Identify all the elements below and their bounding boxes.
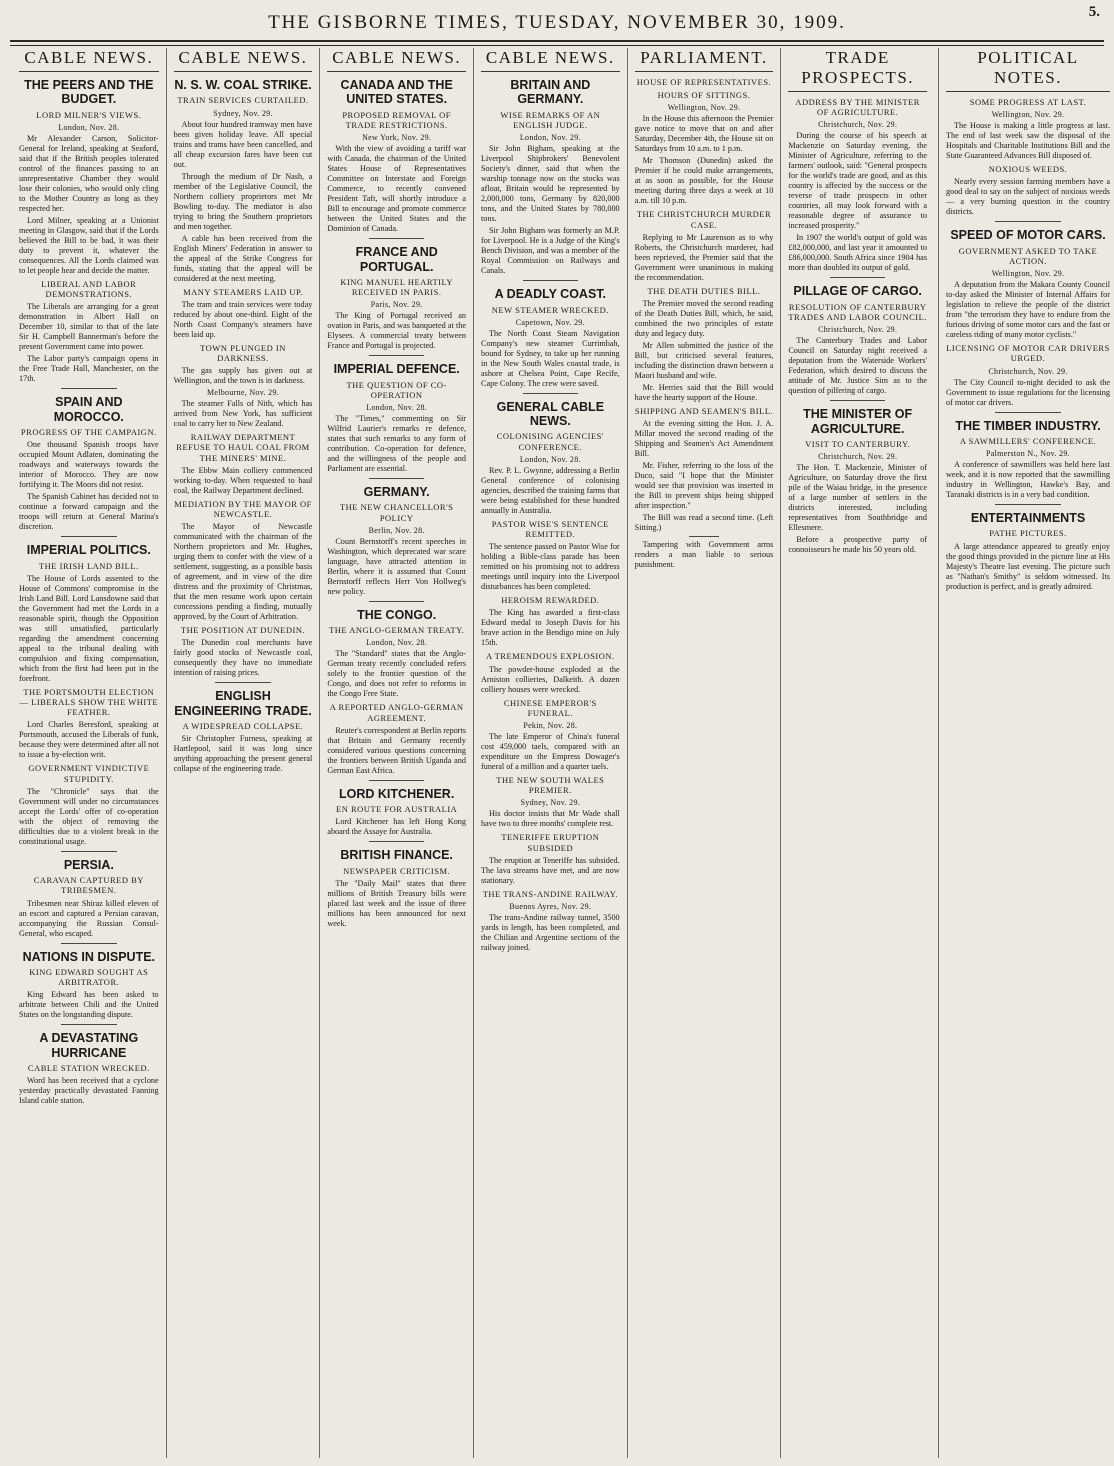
subheading: NOXIOUS WEEDS.: [988, 164, 1068, 175]
article-paragraph: Replying to Mr Laurenson as to why Roberts, the Christchurch murderer, had been reprieved, the Premier said that the Government were unanimous in making the recommendation.: [634, 232, 774, 282]
subheading: A TREMENDOUS EXPLOSION.: [485, 651, 615, 662]
article-paragraph: Mr Allen submitted the justice of the Bill, but criticised several features, including the distinction drawn between a Maori husband and wife.: [634, 340, 774, 380]
article-paragraph: The gas supply has given out at Wellington, and the town is in darkness.: [173, 366, 313, 386]
article-paragraph: A conference of sawmillers was held here last week, and it is now reported that the sawmilling industry in Wellington, Hawke's Bay, and Taranaki districts is in a very bad condition.: [946, 460, 1110, 500]
article-paragraph: The Liberals are arranging for a great demonstration in Albert Hall on December 10, similar to that of the late Sir H. Campbell Bannerman's before the present Government came into power.: [19, 302, 159, 352]
headline: GERMANY.: [363, 485, 430, 499]
dateline: Sydney, Nov. 29.: [213, 108, 273, 118]
dateline: Paris, Nov. 29.: [370, 300, 423, 310]
article-paragraph: The Hon. T. Mackenzie, Minister of Agriculture, on Saturday drove the first pile of the Waiau bridge, in the presence of a large number of settlers in the districts interested, including representatives from Southbridge and Ellesmere.: [788, 463, 927, 533]
columns: [12, 48, 934, 1458]
article-paragraph: The powder-house exploded at the Arniston collieries, Dalkeith. A dozen colliery houses were wrecked.: [481, 664, 620, 694]
subheading: TOWN PLUNGED IN DARKNESS.: [200, 342, 286, 363]
subheading: MANY STEAMERS LAID UP.: [183, 286, 303, 297]
headline: BRITISH FINANCE.: [340, 848, 453, 863]
article-paragraph: A cable has been received from the English Miners' Federation in answer to the appeal of the Strike Congress for funds, stating that the appeal will be considered at the next meeting.: [173, 233, 313, 283]
headline: PERSIA.: [63, 857, 114, 872]
article-paragraph: King Edward has been asked to arbitrate between Chili and the United States on the longstanding dispute.: [19, 990, 159, 1020]
column-5: [627, 48, 781, 1458]
subheading: NEWSPAPER CRITICISM.: [343, 865, 451, 876]
divider: [369, 238, 424, 239]
subheading: TRAIN SERVICES CURTAILED.: [177, 95, 309, 106]
subheading: PROPOSED REMOVAL OF TRADE RESTRICTIONS.: [342, 109, 452, 130]
subheading: PASTOR WISE'S SENTENCE REMITTED.: [491, 518, 609, 539]
subheading: EN ROUTE FOR AUSTRALIA: [336, 804, 458, 815]
subheading: A REPORTED ANGLO-GERMAN AGREEMENT.: [329, 702, 464, 723]
article-paragraph: The House of Lords assented to the House of Commons' compromise in the Irish Land Bill. Lord Lansdowne said that the Government had met the Lords in a reasonable spirit, though the Opposition was still unsatisfied, particularly regarding the amendment concerning appeal to the tribunal dealing with compulsion and fixing compensation, which from the first had been put in the forefront.: [19, 573, 159, 683]
article-paragraph: Mr Alexander Carson, Solicitor-General for Ireland, speaking at Seaford, said that if the British peoples tolerated control of the finances passing to an unrepresentative Chamber they would lose their colonies, who would only cling to the Mother Country as long as they respected her.: [19, 133, 159, 213]
article-paragraph: Nearly every session farming members have a good deal to say on the subject of noxious weeds — a very burning question in the country districts.: [946, 177, 1110, 217]
article-paragraph: About four hundred tramway men have been given holiday leave. All special trains and trams have been cancelled, and all cheap excursion fares have been cut out.: [173, 119, 313, 169]
article-paragraph: The Dunedin coal merchants have fairly good stocks of Newcastle coal, consequently they have no immediate intention of raising prices.: [173, 638, 313, 678]
subheading: HEROISM REWARDED.: [501, 595, 600, 606]
subheading: SHIPPING AND SEAMEN'S BILL.: [634, 405, 774, 416]
article-paragraph: The "Standard" states that the Anglo-German treaty recently concluded refers solely to the frontier question of the Congo, and does not refer to reforms in the Congo Free State.: [327, 649, 466, 699]
divider: [830, 277, 885, 278]
subheading: THE PORTSMOUTH ELECTION — LIBERALS SHOW THE WHITE FEATHER.: [19, 686, 159, 718]
article-paragraph: The "Times," commenting on Sir Wilfrid Laurier's remarks re defence, states that such remarks to any form of contribution. Co-operation for defence, and the willingness of the people and Parliament are essential.: [327, 414, 466, 473]
headline: THE TIMBER INDUSTRY.: [955, 418, 1101, 433]
subheading: THE IRISH LAND BILL.: [38, 560, 139, 571]
headline: SPAIN AND MOROCCO.: [53, 395, 124, 424]
headline: N. S. W. COAL STRIKE.: [174, 78, 312, 92]
article-paragraph: The City Council to-night decided to ask the Government to issue regulations for the licensing of motor car drivers.: [946, 377, 1110, 407]
dateline: Christchurch, Nov. 29.: [988, 366, 1068, 376]
article-paragraph: The North Coast Steam Navigation Company's new steamer Currimbah, bound for Sydney, to take up her running in the New South Wales coastal trade, is ashore at Chelsea Point, Cape Recife, Cape Colony. The crew were saved.: [481, 328, 620, 388]
subheading: TENERIFFE ERUPTION SUBSIDED: [501, 832, 600, 853]
article-paragraph: Lord Charles Beresford, speaking at Portsmouth, accused the Liberals of funk, because they were determined after all not to issue a by-election writ.: [19, 720, 159, 760]
divider: [523, 393, 578, 394]
subheading: THE DEATH DUTIES BILL.: [647, 285, 761, 296]
headline: THE CONGO.: [357, 607, 437, 622]
headline: GENERAL CABLE NEWS.: [496, 399, 605, 429]
article-paragraph: The steamer Falls of Nith, which has arrived from New York, has sufficient coal to carry her to New Zealand.: [173, 399, 313, 429]
divider: [995, 412, 1061, 413]
column-heading: PARLIAMENT.: [635, 48, 774, 72]
column-heading: TRADE PROSPECTS.: [788, 48, 927, 92]
dateline: Wellington, Nov. 29.: [667, 103, 741, 113]
headline: CANADA AND THE UNITED STATES.: [340, 78, 453, 107]
subheading: MEDIATION BY THE MAYOR OF NEWCASTLE.: [174, 498, 312, 519]
article-paragraph: The tram and train services were today reduced by about one-third. Eight of the North Coast Company's steamers have been laid up.: [173, 299, 313, 339]
subheading: HOURS OF SITTINGS.: [657, 90, 751, 101]
divider: [369, 478, 424, 479]
article-paragraph: During the course of his speech at Mackenzie on Saturday evening, the Minister of Agriculture, referring to the farmers' outlook, said: "General prospects for the world's trade are good, and as this country is affected by the success or the reverse of trade prospects in other countries, all may look forward with a reasonable degree of assurance to increased prosperity.": [788, 131, 927, 231]
dateline: London, Nov. 29.: [519, 133, 581, 143]
headline: THE PEERS AND THE BUDGET.: [24, 78, 154, 107]
column-1: [12, 48, 166, 1458]
column-heading: CABLE NEWS.: [327, 48, 466, 72]
masthead: [0, 8, 1114, 38]
headline: IMPERIAL DEFENCE.: [333, 362, 460, 377]
subheading: THE POSITION AT DUNEDIN.: [180, 625, 306, 636]
subheading: CABLE STATION WRECKED.: [27, 1063, 150, 1073]
dateline: Capetown, Nov. 29.: [515, 317, 585, 327]
subheading: LICENSING OF MOTOR CAR DRIVERS URGED.: [946, 343, 1110, 364]
article-paragraph: Count Bernstorff's recent speeches in Washington, which deprecated war scare language, have attracted attention in Berlin, where it is assumed that Count Bernstorff reflects Herr Von Hollweg's new policy.: [327, 536, 466, 596]
divider: [689, 536, 720, 537]
dateline: London, Nov. 28.: [519, 454, 581, 464]
article-paragraph: Mr. Fisher, referring to the loss of the Duco, said "I hope that the Minister would see that provision was inserted in the Bill to prevent ships being shipped after inspection.": [634, 461, 774, 511]
article-paragraph: With the view of avoiding a tariff war with Canada, the chairman of the United States House of Representatives Committee on Interstate and Foreign Commerce, to recently convened President Taft, will shortly introduce a Bill to encourage and promote commerce between the United States and the Dominion of Canada.: [327, 144, 466, 234]
subheading: A SAWMILLERS' CONFERENCE.: [959, 435, 1097, 446]
divider: [61, 851, 117, 852]
article-paragraph: The King has awarded a first-class Edward medal to Joseph Davis for his brave action in the Bendigo mine on July 15th.: [481, 608, 620, 648]
dateline: Christchurch, Nov. 29.: [818, 452, 898, 462]
article-paragraph: Tampering with Government arms renders a man liable to serious punishment.: [634, 540, 774, 570]
dateline: Christchurch, Nov. 29.: [818, 120, 898, 130]
divider: [61, 943, 117, 944]
article-paragraph: Mr. Herries said that the Bill would have the hearty support of the House.: [634, 382, 774, 402]
column-heading: CABLE NEWS.: [19, 48, 159, 72]
headline: BRITAIN AND GERMANY.: [510, 78, 591, 107]
column-heading: POLITICAL NOTES.: [946, 48, 1110, 92]
article-paragraph: The "Daily Mail" states that three millions of British Treasury bills were placed last week and the issue of three millions has been announced for next week.: [327, 878, 466, 928]
divider: [369, 601, 424, 602]
subheading: CHINESE EMPEROR'S FUNERAL.: [503, 697, 597, 718]
subheading: A WIDESPREAD COLLAPSE.: [182, 721, 304, 731]
dateline: Melbourne, Nov. 29.: [206, 388, 280, 398]
divider: [369, 841, 424, 842]
article-paragraph: The House is making a little progress at last. The end of last week saw the disposal of the Hospitals and Charitable Institutions Bill and the State Guaranteed Advances Bill disposed of.: [946, 121, 1110, 161]
subheading: KING MANUEL HEARTILY RECEIVED IN PARIS.: [340, 276, 453, 298]
headline: LORD KITCHENER.: [339, 786, 455, 801]
article-paragraph: The Bill was read a second time. (Left Sitting.): [634, 513, 774, 533]
subheading: RESOLUTION OF CANTERBURY TRADES AND LABOR COUNCIL.: [788, 301, 927, 322]
article-paragraph: The Premier moved the second reading of the Death Duties Bill, which, he said, combined the two principles of estate duty and legacy duty.: [634, 298, 774, 338]
divider: [995, 504, 1061, 505]
article-paragraph: The sentence passed on Pastor Wise for holding a Bible-class parade has been remitted on his promising not to address meetings until inquiry into the Liverpool disturbances has been completed.: [481, 542, 620, 592]
column-heading: CABLE NEWS.: [481, 48, 620, 72]
subheading: PROGRESS OF THE CAMPAIGN.: [20, 427, 157, 438]
subheading: THE CHRISTCHURCH MURDER CASE.: [636, 209, 772, 230]
divider: [61, 1024, 117, 1025]
dateline: New York, Nov. 29.: [362, 133, 432, 143]
column-7: [938, 48, 1110, 1458]
divider: [523, 280, 578, 281]
article-paragraph: Sir Christopher Furness, speaking at Hartlepool, said it was long since anything approaching the present general collapse of the engineering trade.: [173, 734, 313, 774]
headline: NATIONS IN DISPUTE.: [22, 949, 156, 964]
headline: THE MINISTER OF AGRICULTURE.: [803, 407, 913, 436]
article-paragraph: Sir John Bigham was formerly an M.P. for Liverpool. He is a Judge of the King's Bench Division, and was a member of the Royal Commission on Railways and Canals.: [481, 226, 620, 276]
article-paragraph: A large attendance appeared to greatly enjoy the good things provided in the picture line at His Majesty's Theatre last evening. The picture such as "Nathan's Smithy" is seldom witnessed. Its production is perfect, and is greatly admired.: [946, 541, 1110, 591]
divider: [995, 221, 1061, 222]
headline: IMPERIAL POLITICS.: [26, 543, 151, 558]
subheading: VISIT TO CANTERBURY.: [805, 438, 911, 449]
subheading: SOME PROGRESS AT LAST.: [969, 97, 1087, 107]
article-paragraph: Sir John Bigham, speaking at the Liverpool Shipbrokers' Benevolent Society's dinner, said that when the warship tonnage now on the stocks was afloat, Britain would be represented by 2,000,000 tons, Germany by 820,000 tons, and the United States by 780,000 tons.: [481, 144, 620, 224]
subheading: THE ANGLO-GERMAN TREATY.: [329, 625, 465, 636]
headline: A DEADLY COAST.: [494, 287, 607, 302]
article-paragraph: In 1907 the world's output of gold was £82,000,000, and last year it amounted to £86,000,000. South Africa since 1904 has more than doubled its output of gold.: [788, 233, 927, 273]
article-paragraph: Reuter's correspondent at Berlin reports that Britain and Germany recently considered various questions concerning the frontiers between British Uganda and German East Africa.: [327, 725, 466, 775]
article-paragraph: Tribesmen near Shiraz killed eleven of an escort and captured a Persian caravan, accompanying the Russian Consul-General, who escaped.: [19, 898, 159, 938]
subheading: LIBERAL AND LABOR DEMONSTRATIONS.: [41, 278, 137, 300]
article-paragraph: The Canterbury Trades and Labor Council on Saturday night received a deputation from the Waterside Workers' Federation, which desired to discuss the attitude of Mr. Justice Sim as to the question of pilfering of cargo.: [788, 336, 927, 396]
article-paragraph: The eruption at Teneriffe has subsided. The lava streams have met, and are now stationary.: [481, 855, 620, 885]
dateline: Buenos Ayres, Nov. 29.: [509, 901, 592, 911]
subheading: WISE REMARKS OF AN ENGLISH JUDGE.: [500, 109, 601, 130]
masthead-rule: [10, 40, 1104, 46]
subheading: CARAVAN CAPTURED BY TRIBESMEN.: [33, 875, 144, 896]
article-paragraph: A deputation from the Makara County Council to-day asked the Minister of Internal Affairs for legislation to relieve the people of the district from "the terrorism they have to endure from the furious driving of some motor cars and the fast or careless riding of many motor cyclists.": [946, 280, 1110, 340]
masthead-title: THE GISBORNE TIMES, TUESDAY, NOVEMBER 30, 1909.: [268, 12, 846, 33]
subheading: PATHE PICTURES.: [989, 528, 1067, 539]
subheading: LORD MILNER'S VIEWS.: [36, 109, 142, 120]
column-6: [780, 48, 934, 1458]
divider: [830, 400, 885, 401]
article-paragraph: His doctor insists that Mr Wade shall have two to three months' complete rest.: [481, 809, 620, 829]
dateline: Wellington, Nov. 29.: [991, 110, 1065, 120]
subheading: THE QUESTION OF CO-OPERATION: [346, 379, 447, 400]
article-paragraph: Rev. P. L. Gwynne, addressing a Berlin General conference of colonising agencies, described the training farms that were being established for these hundred annually in Australia.: [481, 465, 620, 515]
dateline: Pekin, Nov. 28.: [523, 720, 578, 730]
article-paragraph: The trans-Andine railway tunnel, 3500 yards in length, has been completed, and the Chilian and Argentine sections of the railway joined.: [481, 912, 620, 952]
divider: [61, 536, 117, 537]
subheading: RAILWAY DEPARTMENT REFUSE TO HAUL COAL FROM THE MINERS' MINE.: [176, 432, 310, 463]
dateline: Christchurch, Nov. 29.: [818, 325, 898, 335]
column-3: [319, 48, 473, 1458]
dateline: Palmerston N., Nov. 29.: [986, 449, 1070, 459]
column-4: [473, 48, 627, 1458]
article-paragraph: The Spanish Cabinet has decided not to continue a forward campaign and the troops will return at General Marina's discretion.: [19, 492, 159, 532]
headline: PILLAGE OF CARGO.: [793, 284, 922, 299]
subheading: THE NEW CHANCELLOR'S POLICY: [339, 502, 454, 523]
article-paragraph: At the evening sitting the Hon. J. A. Millar moved the second reading of the Shipping and Seamen's Act Amendment Bill.: [634, 419, 774, 459]
divider: [369, 780, 424, 781]
article-paragraph: The Ebbw Main colliery commenced working to-day. When requested to haul coal, the Railway Department declined.: [173, 465, 313, 495]
dateline: London, Nov. 28.: [366, 638, 428, 648]
divider: [369, 355, 424, 356]
article-paragraph: One thousand Spanish troops have occupied Mount Adlaten, dominating the roadways and waterways towards the interior of Morocco. They are now fortifying it. The Moors did not resist.: [19, 440, 159, 490]
article-paragraph: Lord Milner, speaking at a Unionist meeting in Glasgow, said that if the Lords believed the Bill to be bad, it was their duty to prevent it, whatever the consequences. All the Lords claimed was to let people hear and decide the matter.: [19, 215, 159, 275]
dateline: Wellington, Nov. 29.: [991, 269, 1065, 279]
divider: [61, 388, 117, 389]
dateline: London, Nov. 28.: [366, 403, 428, 412]
headline: ENTERTAINMENTS: [970, 511, 1086, 526]
subheading: NEW STEAMER WRECKED.: [491, 304, 609, 315]
article-paragraph: The Mayor of Newcastle communicated with the chairman of the Northern proprietors and Mr. Hughes, urging them to confer with the view of a settlement, suggesting, as a possible basis of agreement, and in view of the dire distress and the proximity of Christmas, that the men resume work upon certain concessions pending a finding, mutually approved, by the Court of Arbitration.: [173, 522, 313, 622]
subheading: THE NEW SOUTH WALES PREMIER.: [496, 774, 605, 796]
article-paragraph: The King of Portugal received an ovation in Paris, and was banqueted at the Elysees. A commercial treaty between France and Portugal is projected.: [327, 311, 466, 351]
article-paragraph: Through the medium of Dr Nash, a member of the Legislative Council, the Northern colliery proprietors met Mr Bowling to-day. The mediator is also trying to bring the Southern proprietors and men together.: [173, 171, 313, 231]
page-number: 5.: [1088, 4, 1100, 20]
subheading: COLONISING AGENCIES' CONFERENCE.: [496, 431, 604, 452]
subheading: HOUSE OF REPRESENTATIVES.: [636, 77, 772, 87]
article-paragraph: The "Chronicle" says that the Government will under no circumstances accept the Lords' offer of co-operation with the object of removing the difficulties due to a violent break in the constitutional usage.: [19, 786, 159, 846]
subheading: THE TRANS-ANDINE RAILWAY.: [482, 888, 618, 899]
subheading: KING EDWARD SOUGHT AS ARBITRATOR.: [29, 966, 149, 988]
column-heading: CABLE NEWS.: [174, 48, 313, 72]
subheading: GOVERNMENT ASKED TO TAKE ACTION.: [958, 245, 1098, 266]
headline: FRANCE AND PORTUGAL.: [355, 245, 438, 274]
article-paragraph: The Labor party's campaign opens in the Free Trade Hall, Manchester, on the 17th.: [19, 354, 159, 384]
article-paragraph: In the House this afternoon the Premier gave notice to move that on and after Saturday, December 4th, the House sit on Saturdays from 10 a.m. to 1 p.m.: [634, 114, 774, 154]
article-paragraph: Before a prospective party of connoisseurs he made his 50 years old.: [788, 535, 927, 555]
subheading: ADDRESS BY THE MINISTER OF AGRICULTURE.: [795, 97, 920, 118]
divider: [215, 682, 270, 683]
headline: A DEVASTATING HURRICANE: [39, 1031, 139, 1060]
dateline: Sydney, Nov. 29.: [520, 798, 581, 808]
subheading: GOVERNMENT VINDICTIVE STUPIDITY.: [28, 763, 150, 784]
article-paragraph: Word has been received that a cyclone yesterday practically devastated Fanning Island cable station.: [19, 1076, 159, 1106]
dateline: London, Nov. 28.: [58, 122, 120, 132]
column-2: [166, 48, 320, 1458]
article-paragraph: Lord Kitchener has left Hong Kong aboard the Assaye for Australia.: [327, 817, 466, 837]
article-paragraph: The late Emperor of China's funeral cost 459,000 taels, compared with an expenditure on the Empress Dowager's funeral of a million and a quarter taels.: [481, 731, 620, 771]
headline: SPEED OF MOTOR CARS.: [950, 228, 1106, 243]
dateline: Berlin, Nov. 28.: [368, 525, 425, 535]
headline: ENGLISH ENGINEERING TRADE.: [174, 689, 312, 718]
article-paragraph: Mr Thomson (Dunedin) asked the Premier if he could make arrangements, at as soon as possible, for the House meeting during three days a week at 10 a.m. till 10 p.m.: [634, 156, 774, 206]
